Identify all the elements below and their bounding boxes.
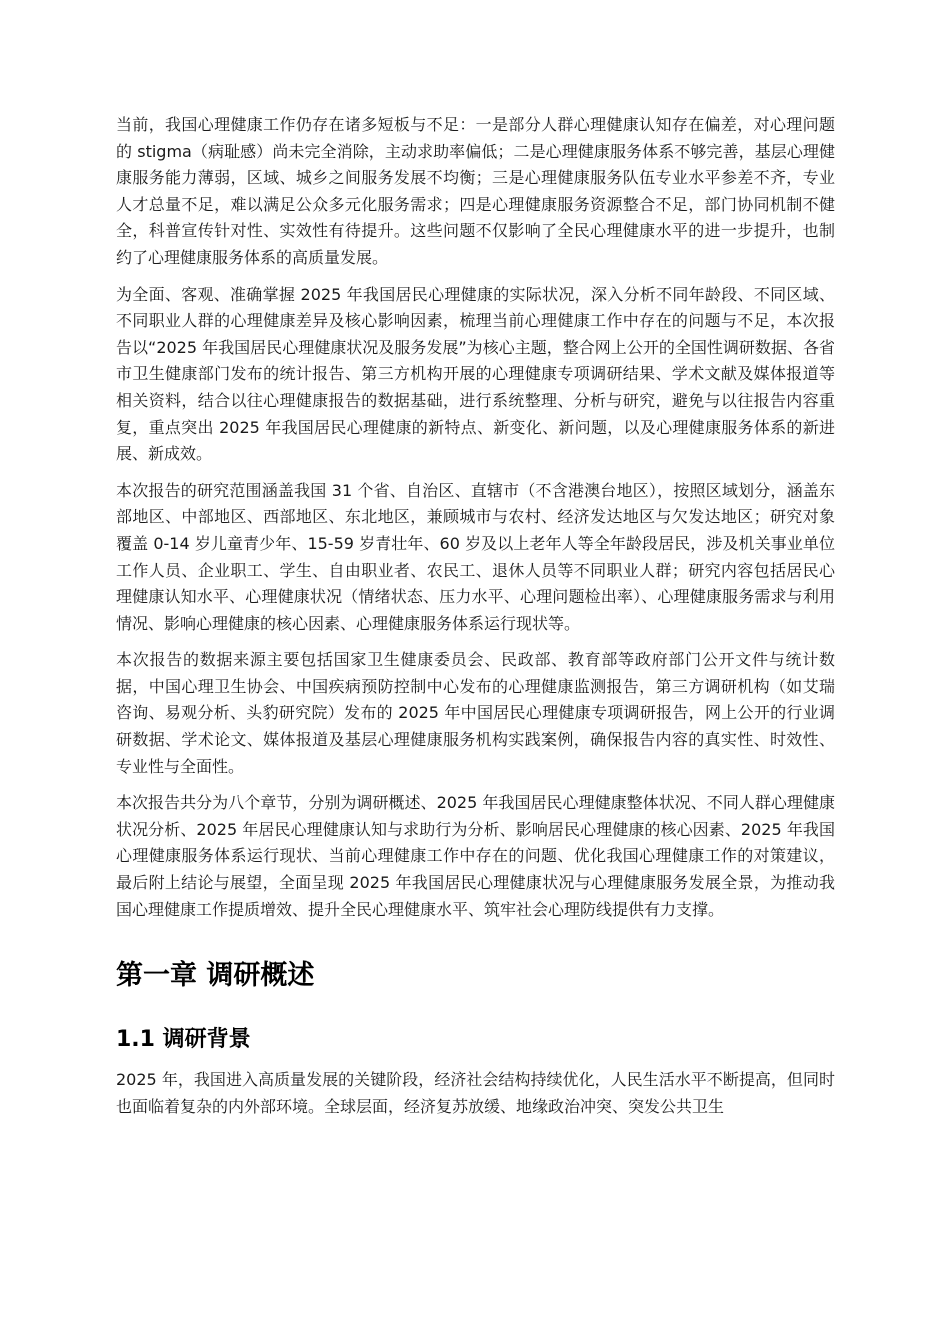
paragraph-research-background: 2025 年，我国进入高质量发展的关键阶段，经济社会结构持续优化，人民生活水平不断提高，但同时也面临着复杂的内外部环境。全球层面，经济复苏放缓、地缘政治冲突、突发公共卫生 <box>116 1070 835 1116</box>
paragraph-shortcomings: 当前，我国心理健康工作仍存在诸多短板与不足：一是部分人群心理健康认知存在偏差，对心理问题的 stigma（病耻感）尚未完全消除，主动求助率偏低；二是心理健康服务体系不够完善，基层心理健康服务能力薄弱，区域、城乡之间服务发展不均衡；三是心理健康服务队伍专业水平参差不齐，专业人才总量不足，难以满足公众多元化服务需求；四是心理健康服务资源整合不足，部门协同机制不健全，科普宣传针对性、实效性有待提升。这些问题不仅影响了全民心理健康水平的进一步提升，也制约了心理健康服务体系的高质量发展。 <box>116 115 835 267</box>
chapter-title: 第一章 调研概述 <box>116 960 315 992</box>
paragraph-research-scope: 本次报告的研究范围涵盖我国 31 个省、自治区、直辖市（不含港澳台地区），按照区域划分，涵盖东部地区、中部地区、西部地区、东北地区，兼顾城市与农村、经济发达地区与欠发达地区；研究对象覆盖 0-14 岁儿童青少年、15-59 岁青壮年、60 岁及以上老年人等全年龄段居民，涉及机关事业单位工作人员、企业职工、学生、自由职业者、农民工、退休人员等不同职业人群；研究内容包括居民心理健康认知水平、心理健康状况（情绪状态、压力水平、心理问题检出率）、心理健康服务需求与利用情况、影响心理健康的核心因素、心理健康服务体系运行现状等。 <box>116 480 835 633</box>
section-title: 1.1 调研背景 <box>116 1027 251 1053</box>
paragraph-report-structure: 本次报告共分为八个章节，分别为调研概述、2025 年我国居民心理健康整体状况、不同人群心理健康状况分析、2025 年居民心理健康认知与求助行为分析、影响居民心理健康的核心因素、2025 年我国心理健康服务体系运行现状、当前心理健康工作中存在的问题、优化我国心理健康工作的对策建议，最后附上结论与展望，全面呈现 2025 年我国居民心理健康状况与心理健康服务发展全景，为推动我国心理健康工作提质增效、提升全民心理健康水平、筑牢社会心理防线提供有力支撑。 <box>116 793 835 919</box>
paragraph-data-sources: 本次报告的数据来源主要包括国家卫生健康委员会、民政部、教育部等政府部门公开文件与统计数据，中国心理卫生协会、中国疾病预防控制中心发布的心理健康监测报告，第三方调研机构（如艾瑞咨询、易观分析、头豹研究院）发布的 2025 年中国居民心理健康专项调研报告，网上公开的行业调研数据、学术论文、媒体报道及基层心理健康服务机构实践案例，确保报告内容的真实性、时效性、专业性与全面性。 <box>116 650 835 776</box>
paragraph-report-purpose: 为全面、客观、准确掌握 2025 年我国居民心理健康的实际状况，深入分析不同年龄段、不同区域、不同职业人群的心理健康差异及核心影响因素，梳理当前心理健康工作中存在的问题与不足，本次报告以“2025 年我国居民心理健康状况及服务发展”为核心主题，整合网上公开的全国性调研数据、各省市卫生健康部门发布的统计报告、第三方机构开展的心理健康专项调研结果、学术文献及媒体报道等相关资料，结合以往心理健康报告的数据基础，进行系统整理、分析与研究，避免与以往报告内容重复，重点突出 2025 年我国居民心理健康的新特点、新变化、新问题，以及心理健康服务体系的新进展、新成效。 <box>116 284 835 464</box>
